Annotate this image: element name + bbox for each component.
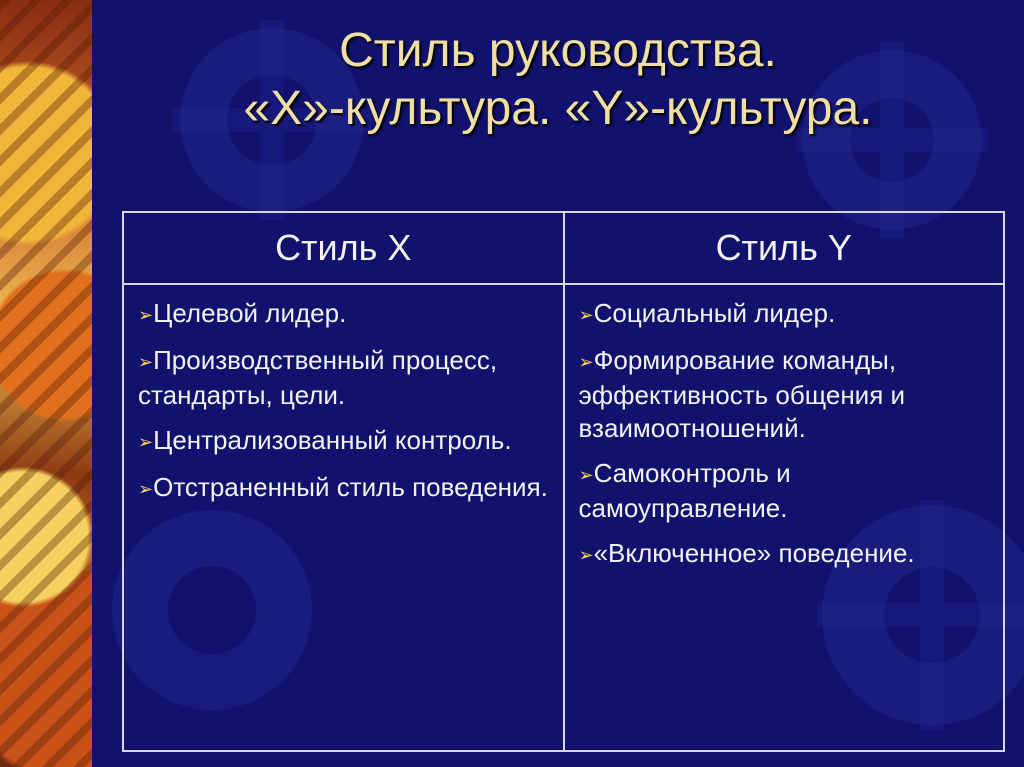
bullet-arrow-icon: ➢ [578, 545, 594, 565]
list-item-text: Производственный процесс, стандарты, цели. [138, 345, 498, 410]
slide-title-line-1: Стиль руководства. [339, 24, 777, 77]
list-item-text: Самоконтроль и самоуправление. [578, 458, 791, 523]
list-item-text: Формирование команды, эффективность общения и взаимоотношений. [578, 345, 906, 443]
bullet-arrow-icon: ➢ [578, 352, 594, 372]
list-item-text: «Включенное» поведение. [593, 538, 915, 568]
table-header-row [123, 212, 1004, 284]
column-style-x [123, 284, 564, 751]
list-item-text: Отстраненный стиль поведения. [153, 472, 548, 502]
list-item-text: Социальный лидер. [593, 298, 836, 328]
list-item [579, 297, 996, 332]
header-style-x: Стиль X [123, 212, 564, 284]
list-item-text: Централизованный контроль. [153, 425, 512, 455]
list-item [138, 424, 555, 459]
list-item-text: Целевой лидер. [153, 298, 347, 328]
bullet-arrow-icon: ➢ [138, 432, 154, 452]
list-item [579, 457, 996, 525]
decorative-gears-strip [0, 0, 92, 767]
comparison-table [122, 211, 1005, 752]
list-item [579, 537, 996, 572]
bullet-arrow-icon: ➢ [138, 479, 154, 499]
slide-title [92, 22, 1024, 138]
bullet-arrow-icon: ➢ [578, 305, 594, 325]
slide-title-line-2: «X»-культура. «Y»-культура. [243, 82, 873, 135]
column-style-y [564, 284, 1005, 751]
table-content-row [123, 284, 1004, 751]
list-item [138, 297, 555, 332]
bullet-arrow-icon: ➢ [138, 305, 154, 325]
list-item [579, 344, 996, 445]
list-item [138, 344, 555, 412]
list-item [138, 471, 555, 506]
bullet-arrow-icon: ➢ [578, 465, 594, 485]
header-style-y: Стиль Y [564, 212, 1005, 284]
bullet-arrow-icon: ➢ [138, 352, 154, 372]
